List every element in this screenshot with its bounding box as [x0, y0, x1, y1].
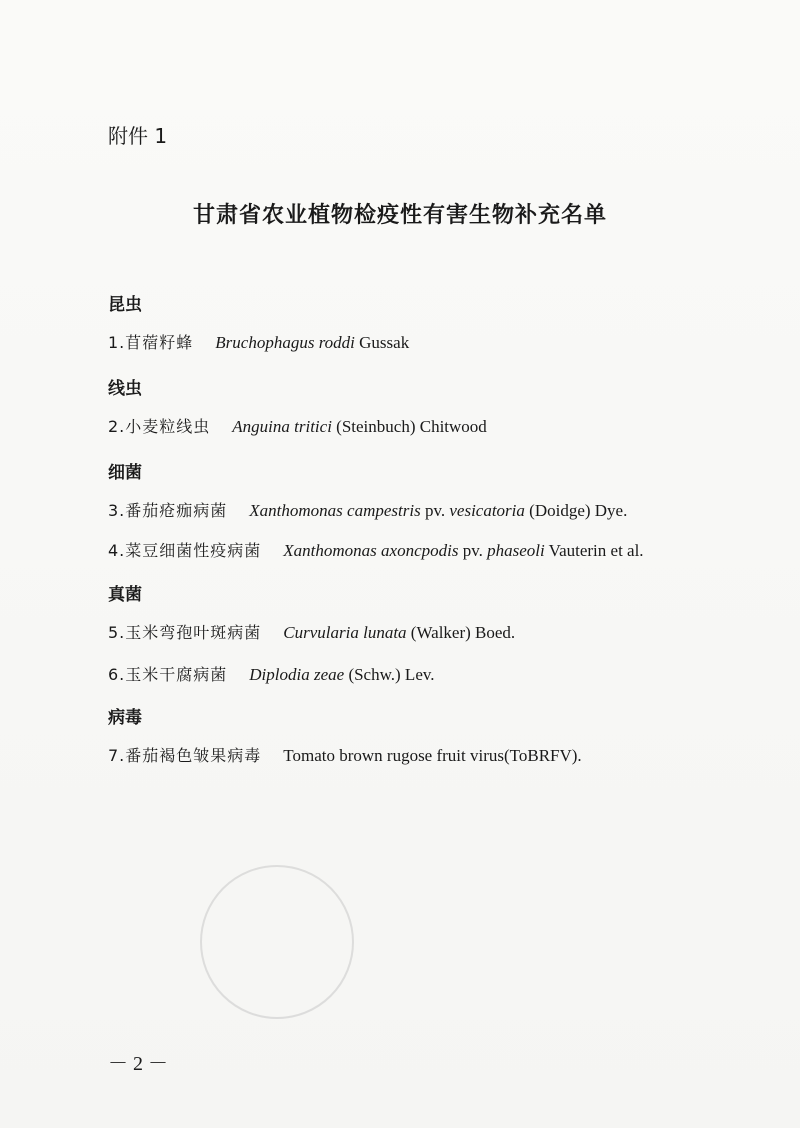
entry-chinese-name: 6.玉米干腐病菌: [108, 665, 228, 684]
entry-chinese-name: 7.番茄褐色皱果病毒: [108, 746, 262, 765]
entry-authority: (Schw.) Lev.: [344, 665, 435, 684]
faint-stamp-mark: [200, 865, 354, 1019]
entry-scientific-name: Xanthomonas campestris: [249, 501, 421, 520]
entry-authority: Gussak: [354, 333, 410, 352]
list-item: [108, 330, 409, 353]
entry-chinese-name: 5.玉米弯孢叶斑病菌: [108, 623, 262, 642]
list-item: [108, 538, 644, 561]
entry-scientific-name: Curvularia lunata: [283, 623, 407, 642]
list-item: [108, 662, 435, 685]
entry-scientific-name: Anguina tritici: [232, 417, 332, 436]
page-number: － 2 －: [108, 1053, 168, 1075]
entry-chinese-name: 3.番茄疮痂病菌: [108, 501, 228, 520]
entry-scientific-name: Diplodia zeae: [249, 665, 345, 684]
list-item: [108, 620, 515, 643]
entry-pathovar-name: phaseoli: [487, 541, 545, 560]
entry-authority: (Steinbuch) Chitwood: [331, 417, 487, 436]
entry-scientific-name: Xanthomonas axoncpodis: [283, 541, 459, 560]
annex-label: 附件 1: [108, 124, 168, 148]
entry-scientific-name: Tomato brown rugose fruit virus(ToBRFV).: [283, 746, 582, 765]
entry-chinese-name: 4.菜豆细菌性疫病菌: [108, 541, 262, 560]
entry-scientific-name: Bruchophagus roddi: [215, 333, 355, 352]
entry-chinese-name: 1.苜蓿籽蜂: [108, 333, 194, 352]
entry-chinese-name: 2.小麦粒线虫: [108, 417, 211, 436]
entry-authority: (Walker) Boed.: [406, 623, 516, 642]
category-viruses: 病毒: [108, 708, 142, 728]
entry-authority: (Doidge) Dye.: [524, 501, 628, 520]
document-title: 甘肃省农业植物检疫性有害生物补充名单: [192, 203, 607, 228]
category-fungi: 真菌: [108, 585, 142, 605]
category-bacteria: 细菌: [108, 463, 142, 483]
list-item: [108, 743, 582, 766]
category-nematodes: 线虫: [108, 379, 142, 399]
list-item: [108, 414, 487, 437]
list-item: [108, 498, 627, 521]
entry-authority: Vauterin et al.: [544, 541, 644, 560]
entry-pathovar-marker: pv.: [458, 541, 488, 560]
entry-pathovar-marker: pv.: [420, 501, 450, 520]
category-insects: 昆虫: [108, 295, 142, 315]
entry-pathovar-name: vesicatoria: [449, 501, 525, 520]
